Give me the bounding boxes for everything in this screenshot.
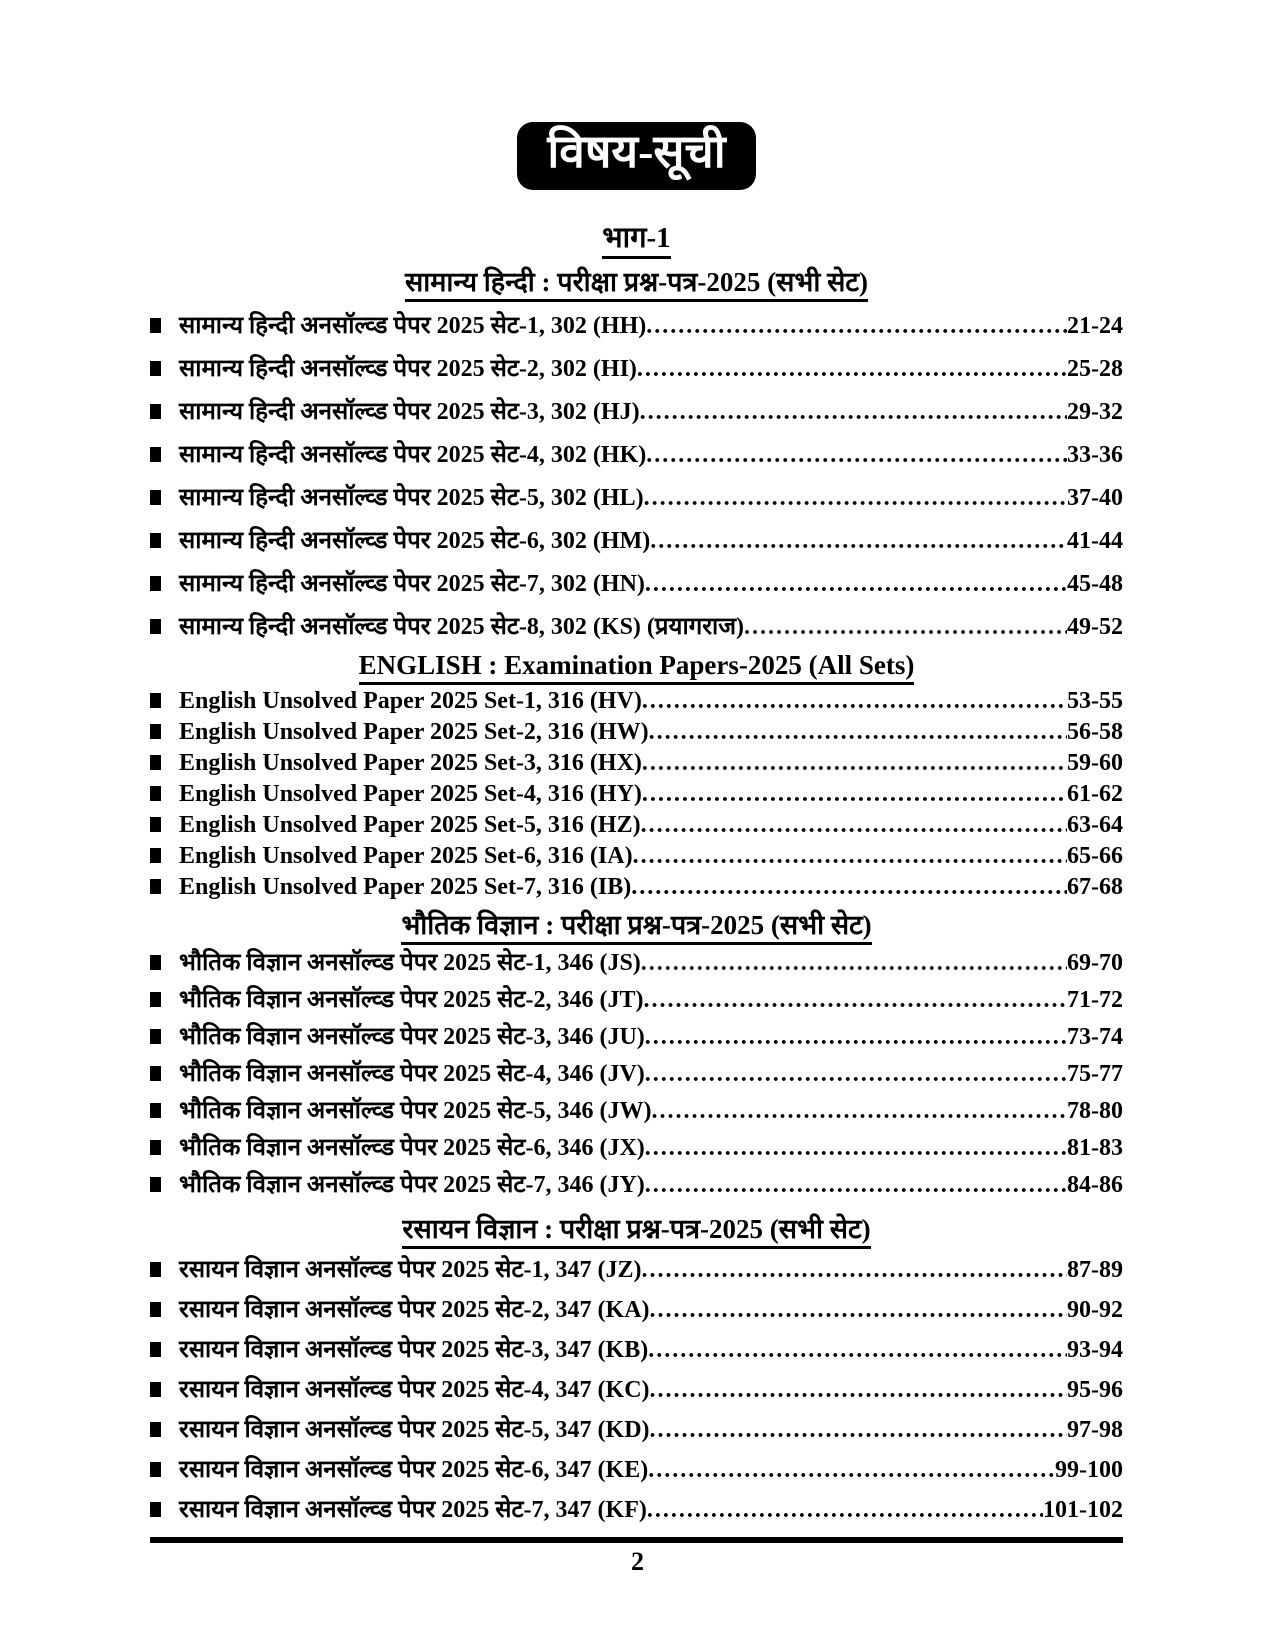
dot-leader [646, 312, 1067, 341]
entry-label: सामान्य हिन्दी अनसॉल्व्ड पेपर 2025 सेट-7, 302 (HN) [179, 571, 645, 597]
dot-leader [631, 873, 1067, 902]
entry-pages: 21-24 [1067, 313, 1123, 339]
entry-label: सामान्य हिन्दी अनसॉल्व्ड पेपर 2025 सेट-5, 302 (HL) [179, 485, 644, 511]
dot-leader [641, 811, 1067, 840]
entry-label: रसायन विज्ञान अनसॉल्व्ड पेपर 2025 सेट-6, 347 (KE) [179, 1457, 649, 1483]
entry-label: सामान्य हिन्दी अनसॉल्व्ड पेपर 2025 सेट-8, 302 (KS) (प्रयागराज) [179, 614, 745, 640]
entry-pages: 99-100 [1055, 1457, 1123, 1483]
title-wrap [150, 0, 1123, 190]
dot-leader [642, 780, 1067, 809]
bullet-square-icon [150, 490, 161, 505]
dot-leader [644, 484, 1067, 513]
dot-leader [642, 687, 1067, 716]
section-general-hindi [150, 267, 1123, 642]
bullet-square-icon [150, 619, 161, 634]
toc-entry [150, 1336, 1123, 1365]
entry-pages: 49-52 [1067, 614, 1123, 640]
bullet-square-icon [150, 1502, 161, 1517]
toc-entry [150, 687, 1123, 716]
bullet-square-icon [150, 693, 161, 708]
part-heading-text: भाग-1 [602, 222, 670, 259]
entry-pages: 81-83 [1067, 1135, 1123, 1161]
entry-label: सामान्य हिन्दी अनसॉल्व्ड पेपर 2025 सेट-6, 302 (HM) [179, 528, 651, 554]
entry-pages: 78-80 [1067, 1098, 1123, 1124]
entry-pages: 61-62 [1067, 781, 1123, 807]
dot-leader [645, 1023, 1067, 1052]
page-title: विषय-सूची [517, 122, 755, 190]
entry-label: सामान्य हिन्दी अनसॉल्व्ड पेपर 2025 सेट-3, 302 (HJ) [179, 399, 640, 425]
section-heading [150, 650, 1123, 681]
section-heading-text: सामान्य हिन्दी : परीक्षा प्रश्न-पत्र-2025 (सभी सेट) [405, 267, 868, 302]
dot-leader [649, 718, 1067, 747]
entry-pages: 37-40 [1067, 485, 1123, 511]
dot-leader [645, 1134, 1067, 1163]
dot-leader [645, 1171, 1067, 1200]
toc-entry [150, 811, 1123, 840]
toc-entry [150, 1256, 1123, 1285]
bullet-square-icon [150, 992, 161, 1007]
toc-entry [150, 1376, 1123, 1405]
bullet-square-icon [150, 361, 161, 376]
bullet-square-icon [150, 1302, 161, 1317]
entry-pages: 41-44 [1067, 528, 1123, 554]
dot-leader [640, 398, 1067, 427]
section-heading [150, 910, 1123, 941]
toc-entry [150, 570, 1123, 599]
toc-entry [150, 1456, 1123, 1485]
bullet-square-icon [150, 1140, 161, 1155]
section-heading-text: भौतिक विज्ञान : परीक्षा प्रश्न-पत्र-2025 (सभी सेट) [401, 910, 871, 945]
toc-entry [150, 1171, 1123, 1200]
entry-pages: 97-98 [1067, 1417, 1123, 1443]
toc-entry [150, 986, 1123, 1015]
entry-label: रसायन विज्ञान अनसॉल्व्ड पेपर 2025 सेट-2, 347 (KA) [179, 1297, 650, 1323]
entry-pages: 95-96 [1067, 1377, 1123, 1403]
toc-entry [150, 613, 1123, 642]
dot-leader [648, 1456, 1055, 1485]
bullet-square-icon [150, 1382, 161, 1397]
dot-leader [641, 949, 1067, 978]
section-chemistry [150, 1214, 1123, 1525]
page-number: 2 [631, 1547, 644, 1576]
bullet-square-icon [150, 1342, 161, 1357]
bullet-square-icon [150, 724, 161, 739]
entry-pages: 56-58 [1067, 719, 1123, 745]
entry-pages: 33-36 [1067, 442, 1123, 468]
entry-label: भौतिक विज्ञान अनसॉल्व्ड पेपर 2025 सेट-2, 346 (JT) [179, 987, 644, 1013]
toc-entry [150, 949, 1123, 978]
toc-entry [150, 1416, 1123, 1445]
footer-rule [150, 1537, 1123, 1543]
dot-leader [744, 613, 1067, 642]
bullet-square-icon [150, 1177, 161, 1192]
entry-label: रसायन विज्ञान अनसॉल्व्ड पेपर 2025 सेट-1, 347 (JZ) [179, 1257, 642, 1283]
bullet-square-icon [150, 1066, 161, 1081]
toc-entry [150, 441, 1123, 470]
section-heading [150, 1214, 1123, 1245]
dot-leader [650, 1416, 1067, 1445]
entry-label: सामान्य हिन्दी अनसॉल्व्ड पेपर 2025 सेट-1, 302 (HH) [179, 313, 647, 339]
toc-entry [150, 780, 1123, 809]
entry-pages: 84-86 [1067, 1172, 1123, 1198]
bullet-square-icon [150, 955, 161, 970]
toc-entry [150, 355, 1123, 384]
dot-leader [642, 1256, 1067, 1285]
entry-label: सामान्य हिन्दी अनसॉल्व्ड पेपर 2025 सेट-4, 302 (HK) [179, 442, 647, 468]
entry-pages: 53-55 [1067, 688, 1123, 714]
entry-label: English Unsolved Paper 2025 Set-7, 316 (IB) [179, 874, 632, 900]
entry-pages: 101-102 [1043, 1497, 1123, 1523]
bullet-square-icon [150, 447, 161, 462]
entry-pages: 29-32 [1067, 399, 1123, 425]
entry-pages: 90-92 [1067, 1297, 1123, 1323]
entry-label: भौतिक विज्ञान अनसॉल्व्ड पेपर 2025 सेट-1, 346 (JS) [179, 950, 641, 976]
bullet-square-icon [150, 576, 161, 591]
dot-leader [648, 1336, 1067, 1365]
toc-entry [150, 842, 1123, 871]
entry-label: रसायन विज्ञान अनसॉल्व्ड पेपर 2025 सेट-5, 347 (KD) [179, 1417, 650, 1443]
toc-entry [150, 1060, 1123, 1089]
toc-entry [150, 718, 1123, 747]
bullet-square-icon [150, 1422, 161, 1437]
toc-page [150, 0, 1123, 1525]
entry-pages: 75-77 [1067, 1061, 1123, 1087]
bullet-square-icon [150, 1262, 161, 1277]
bullet-square-icon [150, 1462, 161, 1477]
dot-leader [651, 1097, 1067, 1126]
bullet-square-icon [150, 1029, 161, 1044]
bullet-square-icon [150, 879, 161, 894]
bullet-square-icon [150, 817, 161, 832]
dot-leader [642, 749, 1067, 778]
bullet-square-icon [150, 533, 161, 548]
entry-pages: 67-68 [1067, 874, 1123, 900]
entry-pages: 87-89 [1067, 1257, 1123, 1283]
entry-pages: 71-72 [1067, 987, 1123, 1013]
toc-entry [150, 1023, 1123, 1052]
entry-label: भौतिक विज्ञान अनसॉल्व्ड पेपर 2025 सेट-5, 346 (JW) [179, 1098, 652, 1124]
dot-leader [647, 1496, 1043, 1525]
toc-entry [150, 398, 1123, 427]
toc-entry [150, 484, 1123, 513]
bullet-square-icon [150, 755, 161, 770]
dot-leader [645, 1060, 1067, 1089]
entry-pages: 59-60 [1067, 750, 1123, 776]
entry-label: भौतिक विज्ञान अनसॉल्व्ड पेपर 2025 सेट-6, 346 (JX) [179, 1135, 645, 1161]
entry-label: भौतिक विज्ञान अनसॉल्व्ड पेपर 2025 सेट-4, 346 (JV) [179, 1061, 645, 1087]
section-heading-text: ENGLISH : Examination Papers-2025 (All Sets) [359, 650, 915, 685]
entry-label: रसायन विज्ञान अनसॉल्व्ड पेपर 2025 सेट-3, 347 (KB) [179, 1337, 649, 1363]
toc-entry [150, 1296, 1123, 1325]
entry-pages: 73-74 [1067, 1024, 1123, 1050]
entry-label: रसायन विज्ञान अनसॉल्व्ड पेपर 2025 सेट-4, 347 (KC) [179, 1377, 650, 1403]
entry-pages: 65-66 [1067, 843, 1123, 869]
toc-entry [150, 1496, 1123, 1525]
toc-entry [150, 1134, 1123, 1163]
bullet-square-icon [150, 1103, 161, 1118]
entry-pages: 69-70 [1067, 950, 1123, 976]
toc-entry [150, 873, 1123, 902]
dot-leader [650, 527, 1067, 556]
section-heading-text: रसायन विज्ञान : परीक्षा प्रश्न-पत्र-2025 (सभी सेट) [402, 1214, 870, 1249]
entry-label: English Unsolved Paper 2025 Set-1, 316 (HV) [179, 688, 642, 714]
entry-label: भौतिक विज्ञान अनसॉल्व्ड पेपर 2025 सेट-3, 346 (JU) [179, 1024, 645, 1050]
section-physics [150, 910, 1123, 1200]
section-heading [150, 267, 1123, 298]
bullet-square-icon [150, 404, 161, 419]
entry-label: English Unsolved Paper 2025 Set-5, 316 (HZ) [179, 812, 641, 838]
entry-pages: 45-48 [1067, 571, 1123, 597]
dot-leader [643, 986, 1067, 1015]
dot-leader [650, 1376, 1067, 1405]
entry-pages: 63-64 [1067, 812, 1123, 838]
toc-entry [150, 749, 1123, 778]
entry-label: English Unsolved Paper 2025 Set-4, 316 (HY) [179, 781, 642, 807]
toc-entry [150, 312, 1123, 341]
section-english [150, 650, 1123, 902]
toc-entry [150, 1097, 1123, 1126]
entry-label: भौतिक विज्ञान अनसॉल्व्ड पेपर 2025 सेट-7, 346 (JY) [179, 1172, 645, 1198]
entry-label: English Unsolved Paper 2025 Set-2, 316 (HW) [179, 719, 649, 745]
bullet-square-icon [150, 318, 161, 333]
entry-pages: 25-28 [1067, 356, 1123, 382]
dot-leader [646, 441, 1067, 470]
dot-leader [637, 355, 1067, 384]
part-heading [150, 222, 1123, 255]
dot-leader [633, 842, 1067, 871]
dot-leader [650, 1296, 1067, 1325]
entry-pages: 93-94 [1067, 1337, 1123, 1363]
entry-label: English Unsolved Paper 2025 Set-3, 316 (HX) [179, 750, 642, 776]
entry-label: सामान्य हिन्दी अनसॉल्व्ड पेपर 2025 सेट-2, 302 (HI) [179, 356, 637, 382]
bullet-square-icon [150, 786, 161, 801]
bullet-square-icon [150, 848, 161, 863]
toc-entry [150, 527, 1123, 556]
entry-label: रसायन विज्ञान अनसॉल्व्ड पेपर 2025 सेट-7, 347 (KF) [179, 1497, 647, 1523]
dot-leader [645, 570, 1067, 599]
entry-label: English Unsolved Paper 2025 Set-6, 316 (IA) [179, 843, 633, 869]
